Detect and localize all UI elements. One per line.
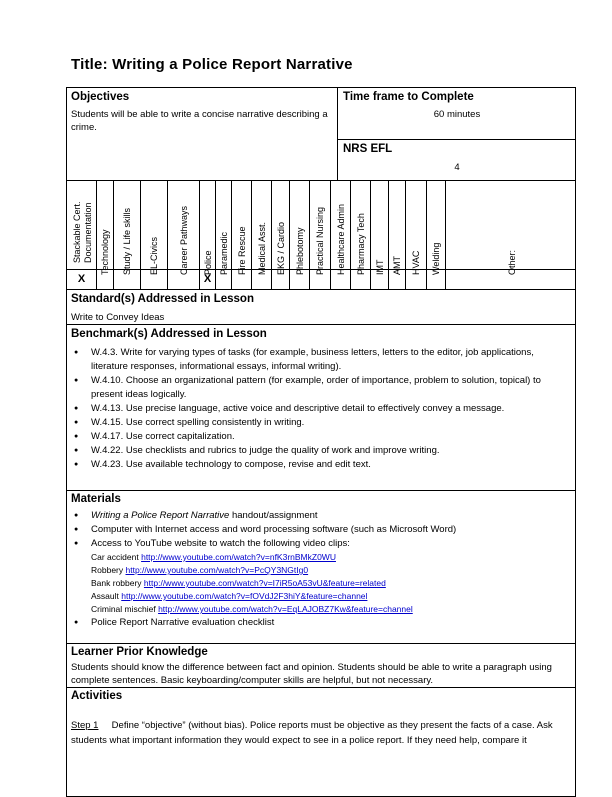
video-clip-label: Criminal mischief xyxy=(91,604,159,614)
category-mark-cell xyxy=(168,269,200,289)
category-mark-cell xyxy=(114,269,141,289)
category-label: Healthcare Admin xyxy=(335,203,346,275)
video-clip-label: Assault xyxy=(91,591,122,601)
standards-heading: Standard(s) Addressed in Lesson xyxy=(71,293,254,305)
materials-item: ● Police Report Narrative evaluation checklist xyxy=(71,616,571,630)
divider-standards xyxy=(67,289,575,290)
video-clip-link[interactable]: http://www.youtube.com/watch?v=PcQY3NGtIg0 xyxy=(125,565,309,575)
category-mark-cell: X xyxy=(200,269,216,289)
video-clip-row xyxy=(91,590,571,603)
benchmark-item: ● W.4.23. Use available technology to compose, revise and edit text. xyxy=(71,458,549,472)
category-label: Paramedic xyxy=(218,231,229,275)
category-mark-cell xyxy=(97,269,114,289)
category-label: Police xyxy=(202,250,213,275)
category-mark-cell xyxy=(331,269,351,289)
page-title: Title: Writing a Police Report Narrative xyxy=(71,56,353,73)
category-label: EKG / Cardio xyxy=(275,221,286,275)
category-mark-cell xyxy=(389,269,406,289)
video-clip-label: Bank robbery xyxy=(91,578,144,588)
materials-heading: Materials xyxy=(71,493,121,505)
materials-item: ● Computer with Internet access and word processing software (such as Microsoft Word) xyxy=(71,523,571,537)
divider-activities xyxy=(67,687,575,688)
nrs-efl-heading: NRS EFL xyxy=(343,143,393,155)
category-label: Other: xyxy=(506,249,517,275)
youtube-access-text: Access to YouTube website to watch the following video clips: xyxy=(91,538,350,549)
objectives-heading: Objectives xyxy=(71,91,130,103)
benchmark-item: ● W.4.10. Choose an organizational pattern (for example, order of importance, problem to solution, topical) to present ideas logically. xyxy=(71,374,549,402)
category-label: Career Pathways xyxy=(178,205,189,275)
category-label: Welding xyxy=(431,242,441,275)
time-frame-value: 60 minutes xyxy=(433,109,481,120)
lesson-plan-table xyxy=(66,87,576,797)
prior-knowledge-text: Students should know the difference between fact and opinion. Students should be able to write a paragraph using complete sentences. Basic keyboarding/computer skills are helpful, but not necessary. xyxy=(71,662,552,686)
video-clip-label: Car accident xyxy=(91,552,142,562)
category-label: Phlebotomy xyxy=(294,227,305,275)
benchmark-item: ● W.4.17. Use correct capitalization. xyxy=(71,430,549,444)
category-label: IMT xyxy=(374,259,385,275)
category-mark-cell xyxy=(252,269,272,289)
category-mark-cell xyxy=(141,269,168,289)
category-mark-cell xyxy=(446,269,577,289)
benchmarks-heading: Benchmark(s) Addressed in Lesson xyxy=(71,328,267,340)
divider-benchmarks xyxy=(67,324,575,325)
activity-step-1 xyxy=(71,718,571,748)
video-clip-row xyxy=(91,551,571,564)
prior-knowledge-heading: Learner Prior Knowledge xyxy=(71,646,208,658)
activities-heading: Activities xyxy=(71,690,123,702)
category-mark-cell xyxy=(216,269,232,289)
divider-prior-knowledge xyxy=(67,643,575,644)
video-clip-link[interactable]: http://www.youtube.com/watch?v=I7iR5oA53vU&feature=related xyxy=(143,578,386,588)
handout-title: Writing a Police Report Narrative xyxy=(91,510,230,521)
category-mark-cell xyxy=(232,269,252,289)
benchmark-item: ● W.4.13. Use precise language, active voice and descriptive detail to effectively convey a message. xyxy=(71,402,549,416)
video-clip-link[interactable]: http://www.youtube.com/watch?v=EqLAJOBZ7Kw&feature=channel xyxy=(158,604,413,614)
divider-materials xyxy=(67,490,575,491)
category-mark-cell xyxy=(427,269,446,289)
category-label: Medical Asst. xyxy=(256,221,267,275)
materials-list xyxy=(71,509,571,630)
step-text: Define “objective” (without bias). Police reports must be objective as they present the facts of a case. Ask students what important information they would expect to see in a police report. If they need help, compare it xyxy=(71,720,553,746)
video-clip-row xyxy=(91,564,571,577)
category-mark-cell xyxy=(290,269,310,289)
nrs-divider xyxy=(337,139,575,140)
time-frame-heading: Time frame to Complete xyxy=(343,91,474,103)
standards-text: Write to Convey Ideas xyxy=(71,312,165,323)
step-number: Step 1 xyxy=(71,720,99,731)
video-clip-link[interactable]: http://www.youtube.com/watch?v=fOVdJ2F3hiY&feature=channel xyxy=(121,591,368,601)
category-mark-cell xyxy=(371,269,389,289)
category-label: HVAC xyxy=(411,250,421,275)
materials-item xyxy=(71,509,571,523)
benchmark-item: ● W.4.15. Use correct spelling consistently in writing. xyxy=(71,416,549,430)
category-label: Technology xyxy=(100,229,110,275)
video-clip-links xyxy=(91,551,571,616)
category-label: Study / Life skills xyxy=(122,207,132,275)
video-clip-row xyxy=(91,577,571,590)
category-mark-cell xyxy=(310,269,331,289)
category-mark-cell xyxy=(406,269,427,289)
category-label: Stackable Cert. Documentation xyxy=(71,201,93,263)
category-label: AMT xyxy=(392,256,402,275)
nrs-efl-value: 4 xyxy=(454,162,460,173)
category-mark-cell xyxy=(351,269,371,289)
handout-rest: handout/assignment xyxy=(229,510,318,521)
benchmark-list xyxy=(71,346,549,472)
category-mark-cell: X xyxy=(67,269,97,289)
category-label: Pharmacy Tech xyxy=(355,213,366,275)
category-mark-cell xyxy=(272,269,290,289)
video-clip-row xyxy=(91,603,571,616)
category-label: Practical Nursing xyxy=(315,206,325,275)
benchmark-item: ● W.4.22. Use checklists and rubrics to judge the quality of work and improve writing. xyxy=(71,444,549,458)
category-mark-row xyxy=(67,269,577,289)
video-clip-link[interactable]: http://www.youtube.com/watch?v=nfK3rnBMkZ0WU xyxy=(141,552,336,562)
category-label: EL-Civics xyxy=(149,236,159,275)
category-label: Fire Rescue xyxy=(236,226,247,275)
benchmark-item: ● W.4.3. Write for varying types of tasks (for example, business letters, letters to the editor, job applications, literature responses, informational essays, informal writing). xyxy=(71,346,549,374)
video-clip-label: Robbery xyxy=(91,565,126,575)
materials-item xyxy=(71,537,571,616)
objectives-text: Students will be able to write a concise narrative describing a crime. xyxy=(71,109,328,133)
